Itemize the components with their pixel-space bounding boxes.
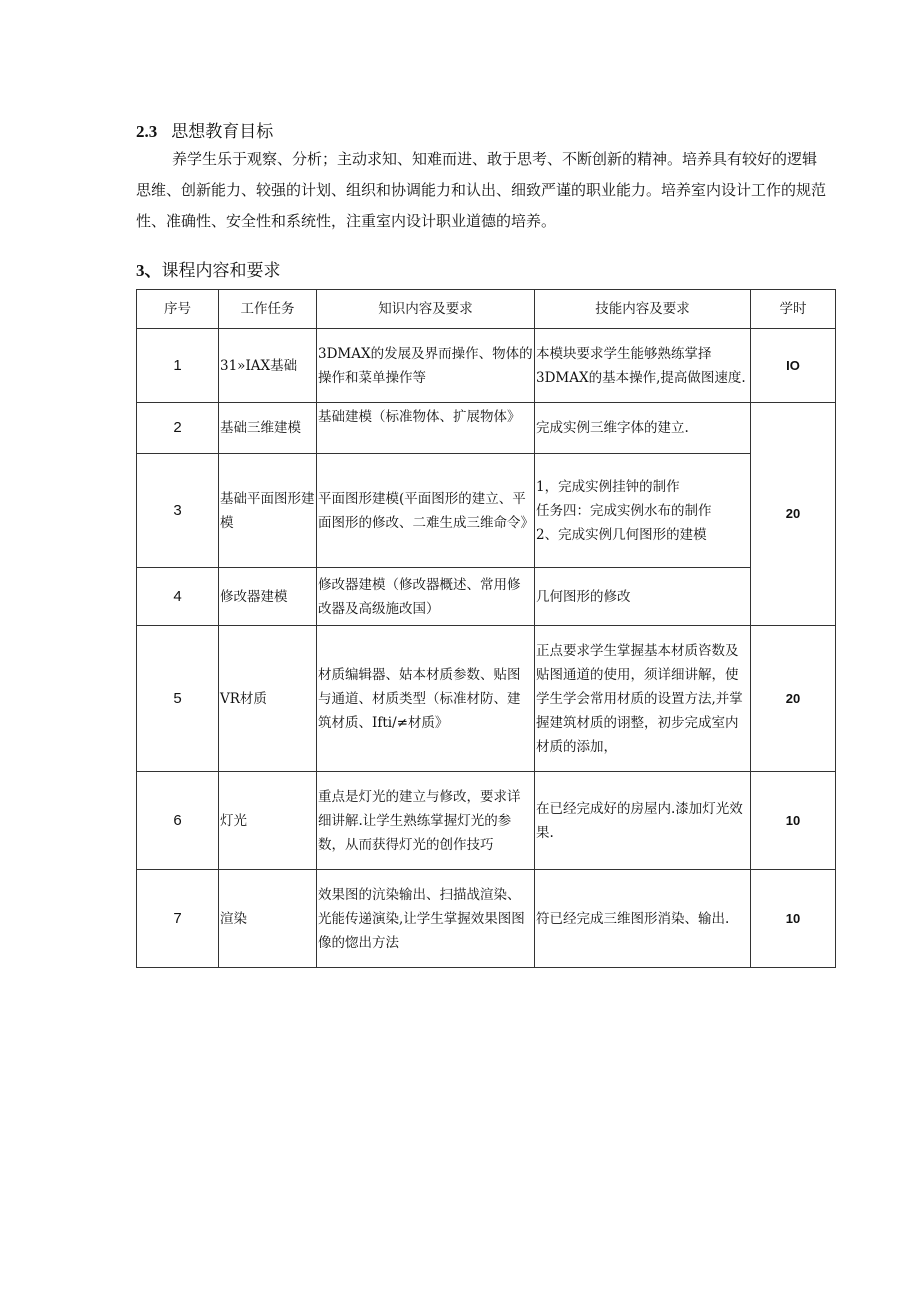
- row-index: 1: [137, 329, 219, 403]
- row-hours: 20: [751, 626, 836, 772]
- row-knowledge: 平面图形建模(平面图形的建立、平面图形的修改、二难生成三维命令》: [317, 454, 535, 568]
- row-skill: 符已经完成三维图形消染、输出.: [535, 870, 751, 968]
- row-hours: 10: [751, 772, 836, 870]
- skill-line: 2、完成实例几何图形的建模: [536, 526, 707, 543]
- row-task: VR材质: [219, 626, 317, 772]
- row-knowledge: 效果图的沆染输出、扫描战渲染、光能传递演染,让学生掌握效果图图像的惚出方法: [317, 870, 535, 968]
- row-knowledge: 材质编辑器、姑本材质参数、贴图与通道、材质类型（标准材防、建筑材质、Ifti/≠材质》: [317, 626, 535, 772]
- row-index: 2: [137, 403, 219, 454]
- row-index: 3: [137, 454, 219, 568]
- header-hours: 学时: [751, 290, 836, 329]
- row-skill: [535, 454, 751, 568]
- row-hours: 20: [751, 403, 836, 626]
- row-index: 6: [137, 772, 219, 870]
- section-title: 思想教育目标: [171, 122, 274, 142]
- section-title: 课程内容和要求: [161, 261, 281, 281]
- row-task: 灯光: [219, 772, 317, 870]
- table-row: [137, 772, 836, 870]
- section-3-heading: [136, 256, 281, 281]
- row-knowledge: 基础建模（标准物体、扩展物体》: [317, 403, 535, 454]
- row-hours: 10: [751, 870, 836, 968]
- table-row: [137, 568, 836, 626]
- table-row: [137, 626, 836, 772]
- row-task: 基础平面图形建模: [219, 454, 317, 568]
- skill-line: 任务四：完成实例水布的制作: [536, 502, 712, 519]
- header-skill: 技能内容及要求: [535, 290, 751, 329]
- course-content-table: [136, 289, 836, 968]
- section-2-3-paragraph: 养学生乐于观察、分析；主动求知、知难而进、敢于思考、不断创新的精神。培养具有较好的逻辑思维、创新能力、较强的计划、组织和协调能力和认出、细致严谨的职业能力。培养室内设计工作的规范性、准确性、安全性和系统性，注重室内设计职业道德的培养。: [136, 150, 827, 230]
- table-row: [137, 454, 836, 568]
- row-skill: 在已经完成好的房屋内.漆加灯光效果.: [535, 772, 751, 870]
- row-index: 5: [137, 626, 219, 772]
- section-number: 3、: [136, 261, 162, 280]
- header-task: 工作任务: [219, 290, 317, 329]
- row-skill: 完成实例三维字体的建立.: [535, 403, 751, 454]
- row-knowledge: 3DMAX的发展及界而操作、物体的操作和菜单操作等: [317, 329, 535, 403]
- row-knowledge: 修改器建模（修改器概述、常用修改器及高级施改国）: [317, 568, 535, 626]
- skill-line: 1，完成实例挂钟的制作: [536, 478, 680, 495]
- row-task: 基础三维建模: [219, 403, 317, 454]
- table-row: [137, 870, 836, 968]
- header-knowledge: 知识内容及要求: [317, 290, 535, 329]
- table-row: [137, 403, 836, 454]
- header-index: 序号: [137, 290, 219, 329]
- row-hours: IO: [751, 329, 836, 403]
- table-header-row: [137, 290, 836, 329]
- row-skill: 几何图形的修改: [535, 568, 751, 626]
- row-task: 31»IAX基础: [219, 329, 317, 403]
- row-skill: 正点要求学生掌握基本材质咨数及贴图通道的使用，须详细讲解，使学生学会常用材质的设置方法,并掌握建筑材质的诩整，初步完成室内材质的添加，: [535, 626, 751, 772]
- row-task: 渲染: [219, 870, 317, 968]
- row-task: 修改器建模: [219, 568, 317, 626]
- section-2-3-heading: [136, 117, 273, 142]
- row-skill: 本模块要求学生能够熟练掌择3DMAX的基本操作,提高做图速度.: [535, 329, 751, 403]
- row-index: 4: [137, 568, 219, 626]
- table-row: [137, 329, 836, 403]
- section-number: 2.3: [136, 122, 158, 141]
- row-index: 7: [137, 870, 219, 968]
- row-knowledge: 重点是灯光的建立与修改，要求详细讲解.让学生熟练掌握灯光的参数，从而获得灯光的创作技巧: [317, 772, 535, 870]
